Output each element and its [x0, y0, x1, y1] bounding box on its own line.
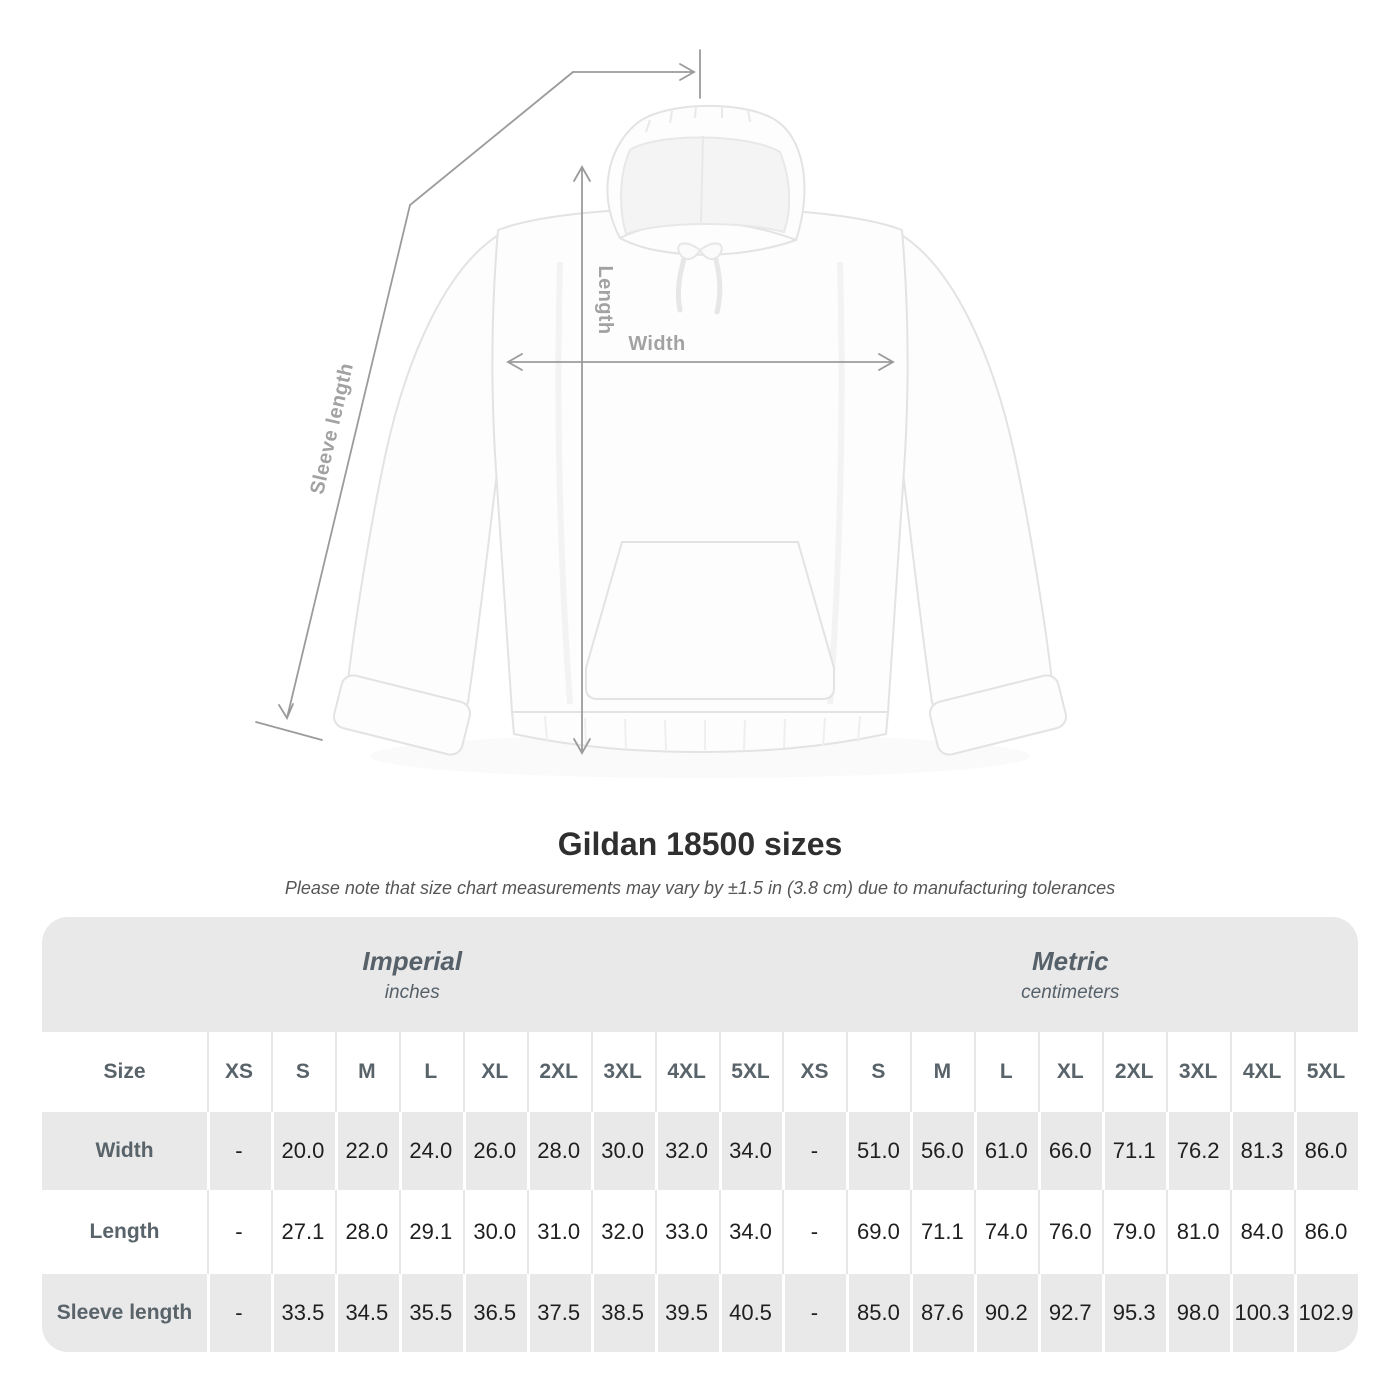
width-imperial-xl: 26.0: [463, 1112, 527, 1190]
size-col-imperial-m: M: [335, 1032, 399, 1112]
hoodie-left-sleeve: [346, 234, 502, 734]
width-imperial-s: 20.0: [271, 1112, 335, 1190]
width-metric-s: 51.0: [846, 1112, 910, 1190]
size-col-metric-l: L: [974, 1032, 1038, 1112]
page-subtitle: Please note that size chart measurements may vary by ±1.5 in (3.8 cm) due to manufacturing tolerances: [284, 878, 1116, 898]
sleeve-metric-4xl: 100.3: [1230, 1274, 1294, 1352]
table-row-width: [42, 1112, 1358, 1190]
length-imperial-2xl: 31.0: [527, 1190, 591, 1274]
page-title: Gildan 18500 sizes: [557, 826, 843, 862]
size-col-metric-m: M: [910, 1032, 974, 1112]
width-metric-5xl: 86.0: [1294, 1112, 1358, 1190]
size-chart-table: [42, 917, 1358, 1352]
sleeve-imperial-m: 34.5: [335, 1274, 399, 1352]
table-row-length: [42, 1190, 1358, 1274]
length-imperial-s: 27.1: [271, 1190, 335, 1274]
row-label-width: Width: [95, 1139, 154, 1162]
size-col-metric-3xl: 3XL: [1166, 1032, 1230, 1112]
width-metric-xl: 66.0: [1038, 1112, 1102, 1190]
imperial-group-title: Imperial: [362, 945, 463, 976]
sleeve-metric-3xl: 98.0: [1166, 1274, 1230, 1352]
size-col-metric-xs: XS: [782, 1032, 846, 1112]
size-col-imperial-xs: XS: [207, 1032, 271, 1112]
width-imperial-4xl: 32.0: [655, 1112, 719, 1190]
row-label-sleeve-length: Sleeve length: [56, 1301, 193, 1324]
row-label-length: Length: [89, 1220, 160, 1243]
length-imperial-5xl: 34.0: [719, 1190, 783, 1274]
size-header-label: Size: [103, 1060, 146, 1083]
width-imperial-l: 24.0: [399, 1112, 463, 1190]
imperial-group-header: [42, 917, 783, 1032]
sleeve-metric-l: 90.2: [974, 1274, 1038, 1352]
width-imperial-5xl: 34.0: [719, 1112, 783, 1190]
sleeve-imperial-xl: 36.5: [463, 1274, 527, 1352]
sleeve-metric-xl: 92.7: [1038, 1274, 1102, 1352]
metric-group-header: [783, 917, 1359, 1032]
width-measure-label: Width: [628, 333, 686, 355]
length-metric-l: 74.0: [974, 1190, 1038, 1274]
length-measure-label: Length: [594, 265, 616, 335]
length-imperial-xl: 30.0: [463, 1190, 527, 1274]
sleeve-length-measure-label: Sleeve length: [306, 360, 358, 497]
size-col-metric-5xl: 5XL: [1294, 1032, 1358, 1112]
size-col-metric-2xl: 2XL: [1102, 1032, 1166, 1112]
length-metric-xs: -: [782, 1190, 846, 1274]
width-imperial-xs: -: [207, 1112, 271, 1190]
size-col-imperial-xl: XL: [463, 1032, 527, 1112]
size-col-imperial-5xl: 5XL: [719, 1032, 783, 1112]
size-header-row: [42, 1032, 1358, 1112]
unit-group-header-row: [42, 917, 1358, 1032]
size-col-imperial-2xl: 2XL: [527, 1032, 591, 1112]
length-metric-s: 69.0: [846, 1190, 910, 1274]
hoodie-illustration: [331, 106, 1068, 778]
width-metric-2xl: 71.1: [1102, 1112, 1166, 1190]
metric-group-title: Metric: [1031, 945, 1109, 976]
hoodie-pocket: [586, 542, 834, 699]
sleeve-imperial-s: 33.5: [271, 1274, 335, 1352]
length-imperial-xs: -: [207, 1190, 271, 1274]
hoodie-hood-opening: [621, 137, 789, 234]
width-metric-l: 61.0: [974, 1112, 1038, 1190]
length-imperial-4xl: 33.0: [655, 1190, 719, 1274]
size-col-imperial-4xl: 4XL: [655, 1032, 719, 1112]
imperial-group-unit: inches: [384, 981, 440, 1003]
length-imperial-l: 29.1: [399, 1190, 463, 1274]
sleeve-imperial-xs: -: [207, 1274, 271, 1352]
sleeve-metric-5xl: 102.9: [1294, 1274, 1358, 1352]
sleeve-metric-s: 85.0: [846, 1274, 910, 1352]
width-metric-xs: -: [782, 1112, 846, 1190]
length-metric-4xl: 84.0: [1230, 1190, 1294, 1274]
sleeve-metric-2xl: 95.3: [1102, 1274, 1166, 1352]
size-col-imperial-l: L: [399, 1032, 463, 1112]
length-metric-5xl: 86.0: [1294, 1190, 1358, 1274]
sleeve-imperial-3xl: 38.5: [591, 1274, 655, 1352]
width-imperial-3xl: 30.0: [591, 1112, 655, 1190]
metric-group-unit: centimeters: [1021, 981, 1120, 1003]
size-col-metric-4xl: 4XL: [1230, 1032, 1294, 1112]
length-metric-xl: 76.0: [1038, 1190, 1102, 1274]
sleeve-imperial-5xl: 40.5: [719, 1274, 783, 1352]
size-col-metric-s: S: [846, 1032, 910, 1112]
width-metric-m: 56.0: [910, 1112, 974, 1190]
width-imperial-m: 22.0: [335, 1112, 399, 1190]
width-metric-4xl: 81.3: [1230, 1112, 1294, 1190]
length-metric-m: 71.1: [910, 1190, 974, 1274]
size-col-metric-xl: XL: [1038, 1032, 1102, 1112]
length-metric-3xl: 81.0: [1166, 1190, 1230, 1274]
sleeve-imperial-4xl: 39.5: [655, 1274, 719, 1352]
sleeve-imperial-2xl: 37.5: [527, 1274, 591, 1352]
table-row-sleeve-length: [42, 1274, 1358, 1352]
size-col-imperial-3xl: 3XL: [591, 1032, 655, 1112]
size-col-imperial-s: S: [271, 1032, 335, 1112]
hoodie-right-sleeve: [898, 234, 1054, 734]
length-metric-2xl: 79.0: [1102, 1190, 1166, 1274]
sleeve-imperial-l: 35.5: [399, 1274, 463, 1352]
length-imperial-3xl: 32.0: [591, 1190, 655, 1274]
length-imperial-m: 28.0: [335, 1190, 399, 1274]
sleeve-metric-m: 87.6: [910, 1274, 974, 1352]
sleeve-metric-xs: -: [782, 1274, 846, 1352]
width-imperial-2xl: 28.0: [527, 1112, 591, 1190]
width-metric-3xl: 76.2: [1166, 1112, 1230, 1190]
